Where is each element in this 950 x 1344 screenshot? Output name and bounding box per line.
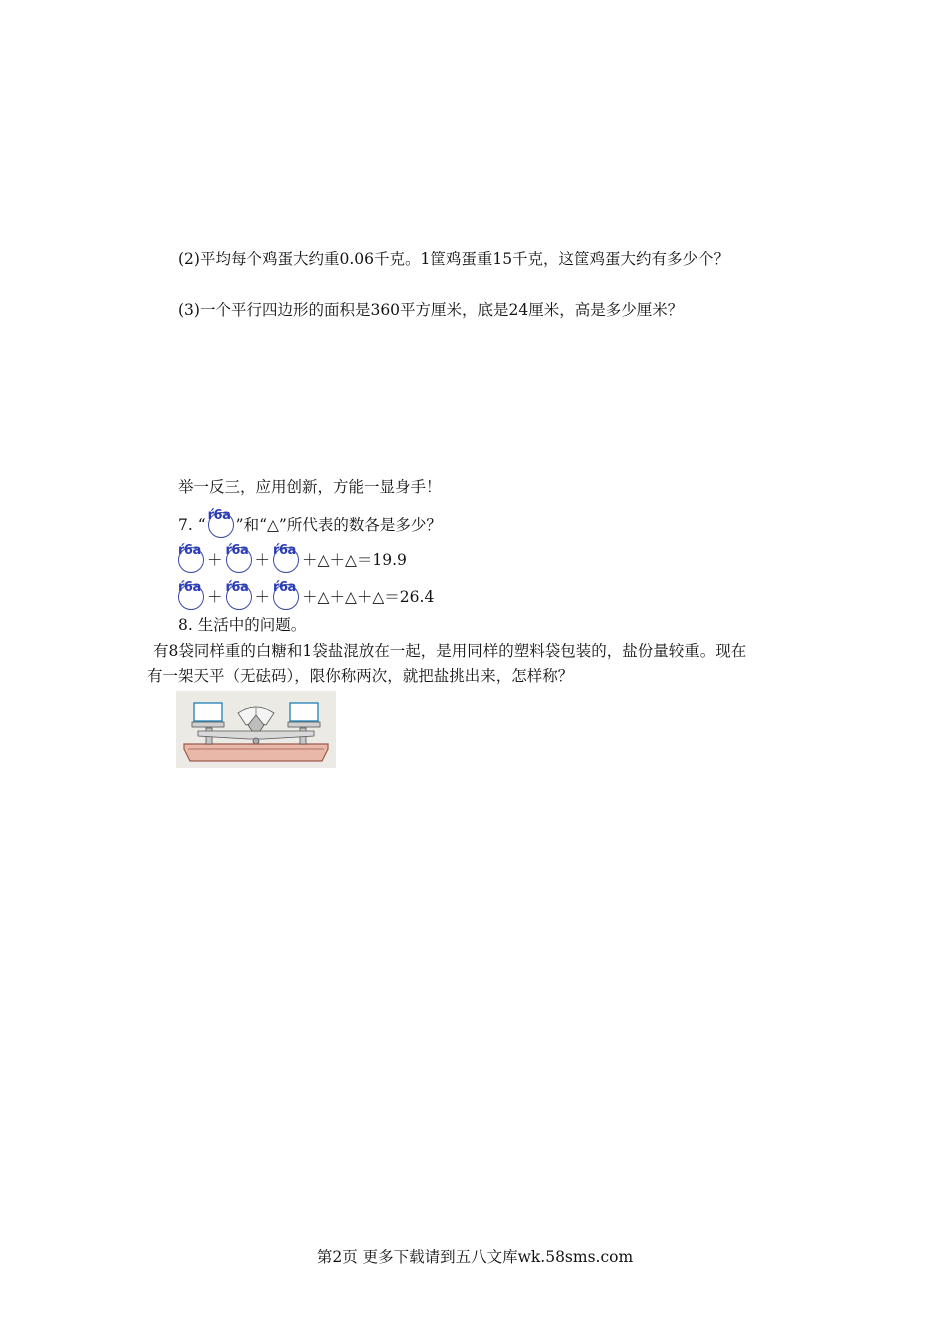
question-8-title: 8. 生活中的问题。 <box>178 616 307 634</box>
question-8-line-1: 有8袋同样重的白糖和1袋盐混放在一起，是用同样的塑料袋包装的，盐份量较重。现在 <box>153 642 747 660</box>
circle-symbol-icon <box>225 543 252 573</box>
motto-text: 举一反三，应用创新，方能一显身手！ <box>178 478 442 496</box>
equation-operator: ＋ <box>207 588 223 606</box>
symbol-label: ŕ6a <box>178 543 201 558</box>
balance-scale-image <box>176 691 336 768</box>
circle-symbol-icon <box>178 580 204 610</box>
symbol-label: ŕ6a <box>225 580 249 595</box>
circle-symbol-icon <box>178 543 204 573</box>
equation-operator: ＋ <box>254 551 271 569</box>
circle-symbol-icon <box>273 543 299 573</box>
symbol-label: ŕ6a <box>178 580 201 595</box>
equation-tail: ＋△＋△＝19.9 <box>302 551 407 569</box>
symbol-label: ŕ6a <box>273 543 296 558</box>
question-7-text: ”和“△”所代表的数各是多少？ <box>235 516 442 534</box>
equation-operator: ＋ <box>254 588 271 606</box>
symbol-label: ŕ6a <box>225 543 249 558</box>
symbol-label: ŕ6a <box>273 580 296 595</box>
question-3: (3)一个平行四边形的面积是360平方厘米，底是24厘米，高是多少厘米？ <box>178 301 684 319</box>
question-2: (2)平均每个鸡蛋大约重0.06千克。1筐鸡蛋重15千克，这筐鸡蛋大约有多少个？ <box>178 250 730 268</box>
equation-tail: ＋△＋△＋△＝26.4 <box>302 588 435 606</box>
circle-symbol-icon <box>273 580 299 610</box>
circle-symbol-icon <box>207 508 234 538</box>
question-8-line-2: 有一架天平（无砝码），限你称两次，就把盐挑出来，怎样称？ <box>147 667 574 685</box>
page-footer: 第2页 更多下载请到五八文库wk.58sms.com <box>316 1248 634 1266</box>
equation-1 <box>176 543 408 573</box>
question-7-prefix: 7. “ <box>178 516 206 534</box>
symbol-label: ŕ6a <box>207 508 231 523</box>
circle-symbol-icon <box>225 580 252 610</box>
question-7 <box>178 508 442 538</box>
equation-2 <box>176 580 435 610</box>
equation-operator: ＋ <box>207 551 223 569</box>
